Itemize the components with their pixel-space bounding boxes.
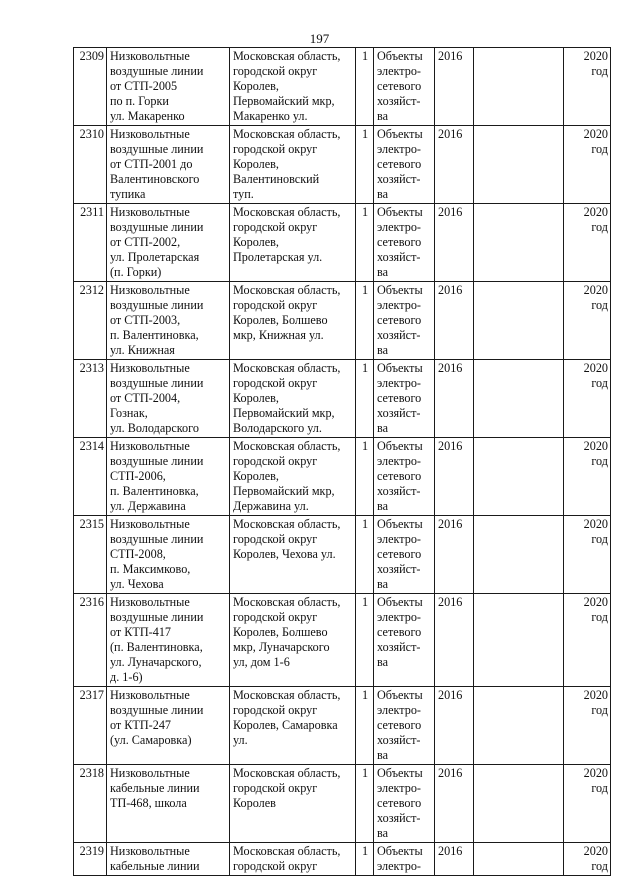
empty-cell (474, 438, 564, 516)
object-name: Низковольтные кабельные линии ТП-468, школа (107, 765, 230, 843)
object-name: Низковольтные воздушные линии от СТП-2004, Гознак, ул. Володарского (107, 360, 230, 438)
object-location: Московская область, городской округ Королев (230, 765, 356, 843)
object-name: Низковольтные воздушные линии от СТП-2001 до Валентиновского тупика (107, 126, 230, 204)
table-row (74, 594, 611, 687)
object-type: Объекты электро- сетевого хозяйст- ва (374, 516, 435, 594)
object-location: Московская область, городской округ Королев, Пролетарская ул. (230, 204, 356, 282)
table-row (74, 126, 611, 204)
table-row (74, 438, 611, 516)
record-number: 2309 (74, 48, 107, 126)
object-quantity: 1 (356, 516, 374, 594)
empty-cell (474, 126, 564, 204)
table-row (74, 687, 611, 765)
object-location: Московская область, городской округ Королев, Первомайский мкр, Державина ул. (230, 438, 356, 516)
empty-cell (474, 687, 564, 765)
planned-year: 2020 год (564, 687, 611, 765)
empty-cell (474, 843, 564, 876)
record-number: 2312 (74, 282, 107, 360)
object-type: Объекты электро- сетевого хозяйст- ва (374, 360, 435, 438)
table-row (74, 843, 611, 876)
object-type: Объекты электро- сетевого хозяйст- ва (374, 594, 435, 687)
object-quantity: 1 (356, 594, 374, 687)
planned-year: 2020 год (564, 438, 611, 516)
planned-year: 2020 год (564, 594, 611, 687)
page-number: 197 (309, 31, 330, 46)
object-quantity: 1 (356, 765, 374, 843)
object-location: Московская область, городской округ Королев, Болшево мкр, Книжная ул. (230, 282, 356, 360)
table-row (74, 204, 611, 282)
object-name: Низковольтные воздушные линии от СТП-2002, ул. Пролетарская (п. Горки) (107, 204, 230, 282)
acquisition-year: 2016 (435, 48, 474, 126)
record-number: 2311 (74, 204, 107, 282)
acquisition-year: 2016 (435, 594, 474, 687)
empty-cell (474, 204, 564, 282)
table-row (74, 48, 611, 126)
registry-table (73, 47, 611, 876)
object-location: Московская область, городской округ (230, 843, 356, 876)
object-location: Московская область, городской округ Королев, Первомайский мкр, Макаренко ул. (230, 48, 356, 126)
record-number: 2319 (74, 843, 107, 876)
empty-cell (474, 765, 564, 843)
object-type: Объекты электро- сетевого хозяйст- ва (374, 204, 435, 282)
acquisition-year: 2016 (435, 282, 474, 360)
planned-year: 2020 год (564, 765, 611, 843)
acquisition-year: 2016 (435, 126, 474, 204)
table-row (74, 765, 611, 843)
object-type: Объекты электро- сетевого хозяйст- ва (374, 438, 435, 516)
object-name: Низковольтные воздушные линии от СТП-2003, п. Валентиновка, ул. Книжная (107, 282, 230, 360)
acquisition-year: 2016 (435, 360, 474, 438)
object-quantity: 1 (356, 282, 374, 360)
object-quantity: 1 (356, 843, 374, 876)
table-row (74, 282, 611, 360)
object-name: Низковольтные кабельные линии (107, 843, 230, 876)
object-type: Объекты электро- сетевого хозяйст- ва (374, 126, 435, 204)
object-name: Низковольтные воздушные линии от КТП-417 (п. Валентиновка, ул. Луначарского, д. 1-6) (107, 594, 230, 687)
object-name: Низковольтные воздушные линии от СТП-2005 по п. Горки ул. Макаренко (107, 48, 230, 126)
object-location: Московская область, городской округ Королев, Чехова ул. (230, 516, 356, 594)
record-number: 2314 (74, 438, 107, 516)
object-quantity: 1 (356, 48, 374, 126)
object-name: Низковольтные воздушные линии СТП-2006, п. Валентиновка, ул. Державина (107, 438, 230, 516)
table-row (74, 516, 611, 594)
object-name: Низковольтные воздушные линии от КТП-247 (ул. Самаровка) (107, 687, 230, 765)
record-number: 2315 (74, 516, 107, 594)
object-type: Объекты электро- сетевого хозяйст- ва (374, 765, 435, 843)
planned-year: 2020 год (564, 204, 611, 282)
object-quantity: 1 (356, 360, 374, 438)
object-type: Объекты электро- сетевого хозяйст- ва (374, 282, 435, 360)
record-number: 2310 (74, 126, 107, 204)
acquisition-year: 2016 (435, 687, 474, 765)
object-location: Московская область, городской округ Королев, Валентиновский туп. (230, 126, 356, 204)
empty-cell (474, 516, 564, 594)
table-row (74, 360, 611, 438)
record-number: 2313 (74, 360, 107, 438)
planned-year: 2020 год (564, 516, 611, 594)
object-quantity: 1 (356, 204, 374, 282)
empty-cell (474, 594, 564, 687)
object-quantity: 1 (356, 687, 374, 765)
registry-body (74, 48, 611, 876)
planned-year: 2020 год (564, 282, 611, 360)
planned-year: 2020 год (564, 843, 611, 876)
empty-cell (474, 48, 564, 126)
planned-year: 2020 год (564, 126, 611, 204)
acquisition-year: 2016 (435, 438, 474, 516)
object-quantity: 1 (356, 126, 374, 204)
planned-year: 2020 год (564, 48, 611, 126)
object-location: Московская область, городской округ Королев, Первомайский мкр, Володарского ул. (230, 360, 356, 438)
acquisition-year: 2016 (435, 204, 474, 282)
object-type: Объекты электро- сетевого хозяйст- ва (374, 48, 435, 126)
acquisition-year: 2016 (435, 516, 474, 594)
empty-cell (474, 282, 564, 360)
object-location: Московская область, городской округ Королев, Болшево мкр, Луначарского ул, дом 1-6 (230, 594, 356, 687)
object-location: Московская область, городской округ Королев, Самаровка ул. (230, 687, 356, 765)
empty-cell (474, 360, 564, 438)
record-number: 2316 (74, 594, 107, 687)
acquisition-year: 2016 (435, 765, 474, 843)
planned-year: 2020 год (564, 360, 611, 438)
object-type: Объекты электро- (374, 843, 435, 876)
record-number: 2317 (74, 687, 107, 765)
object-name: Низковольтные воздушные линии СТП-2008, п. Максимково, ул. Чехова (107, 516, 230, 594)
object-type: Объекты электро- сетевого хозяйст- ва (374, 687, 435, 765)
record-number: 2318 (74, 765, 107, 843)
object-quantity: 1 (356, 438, 374, 516)
acquisition-year: 2016 (435, 843, 474, 876)
